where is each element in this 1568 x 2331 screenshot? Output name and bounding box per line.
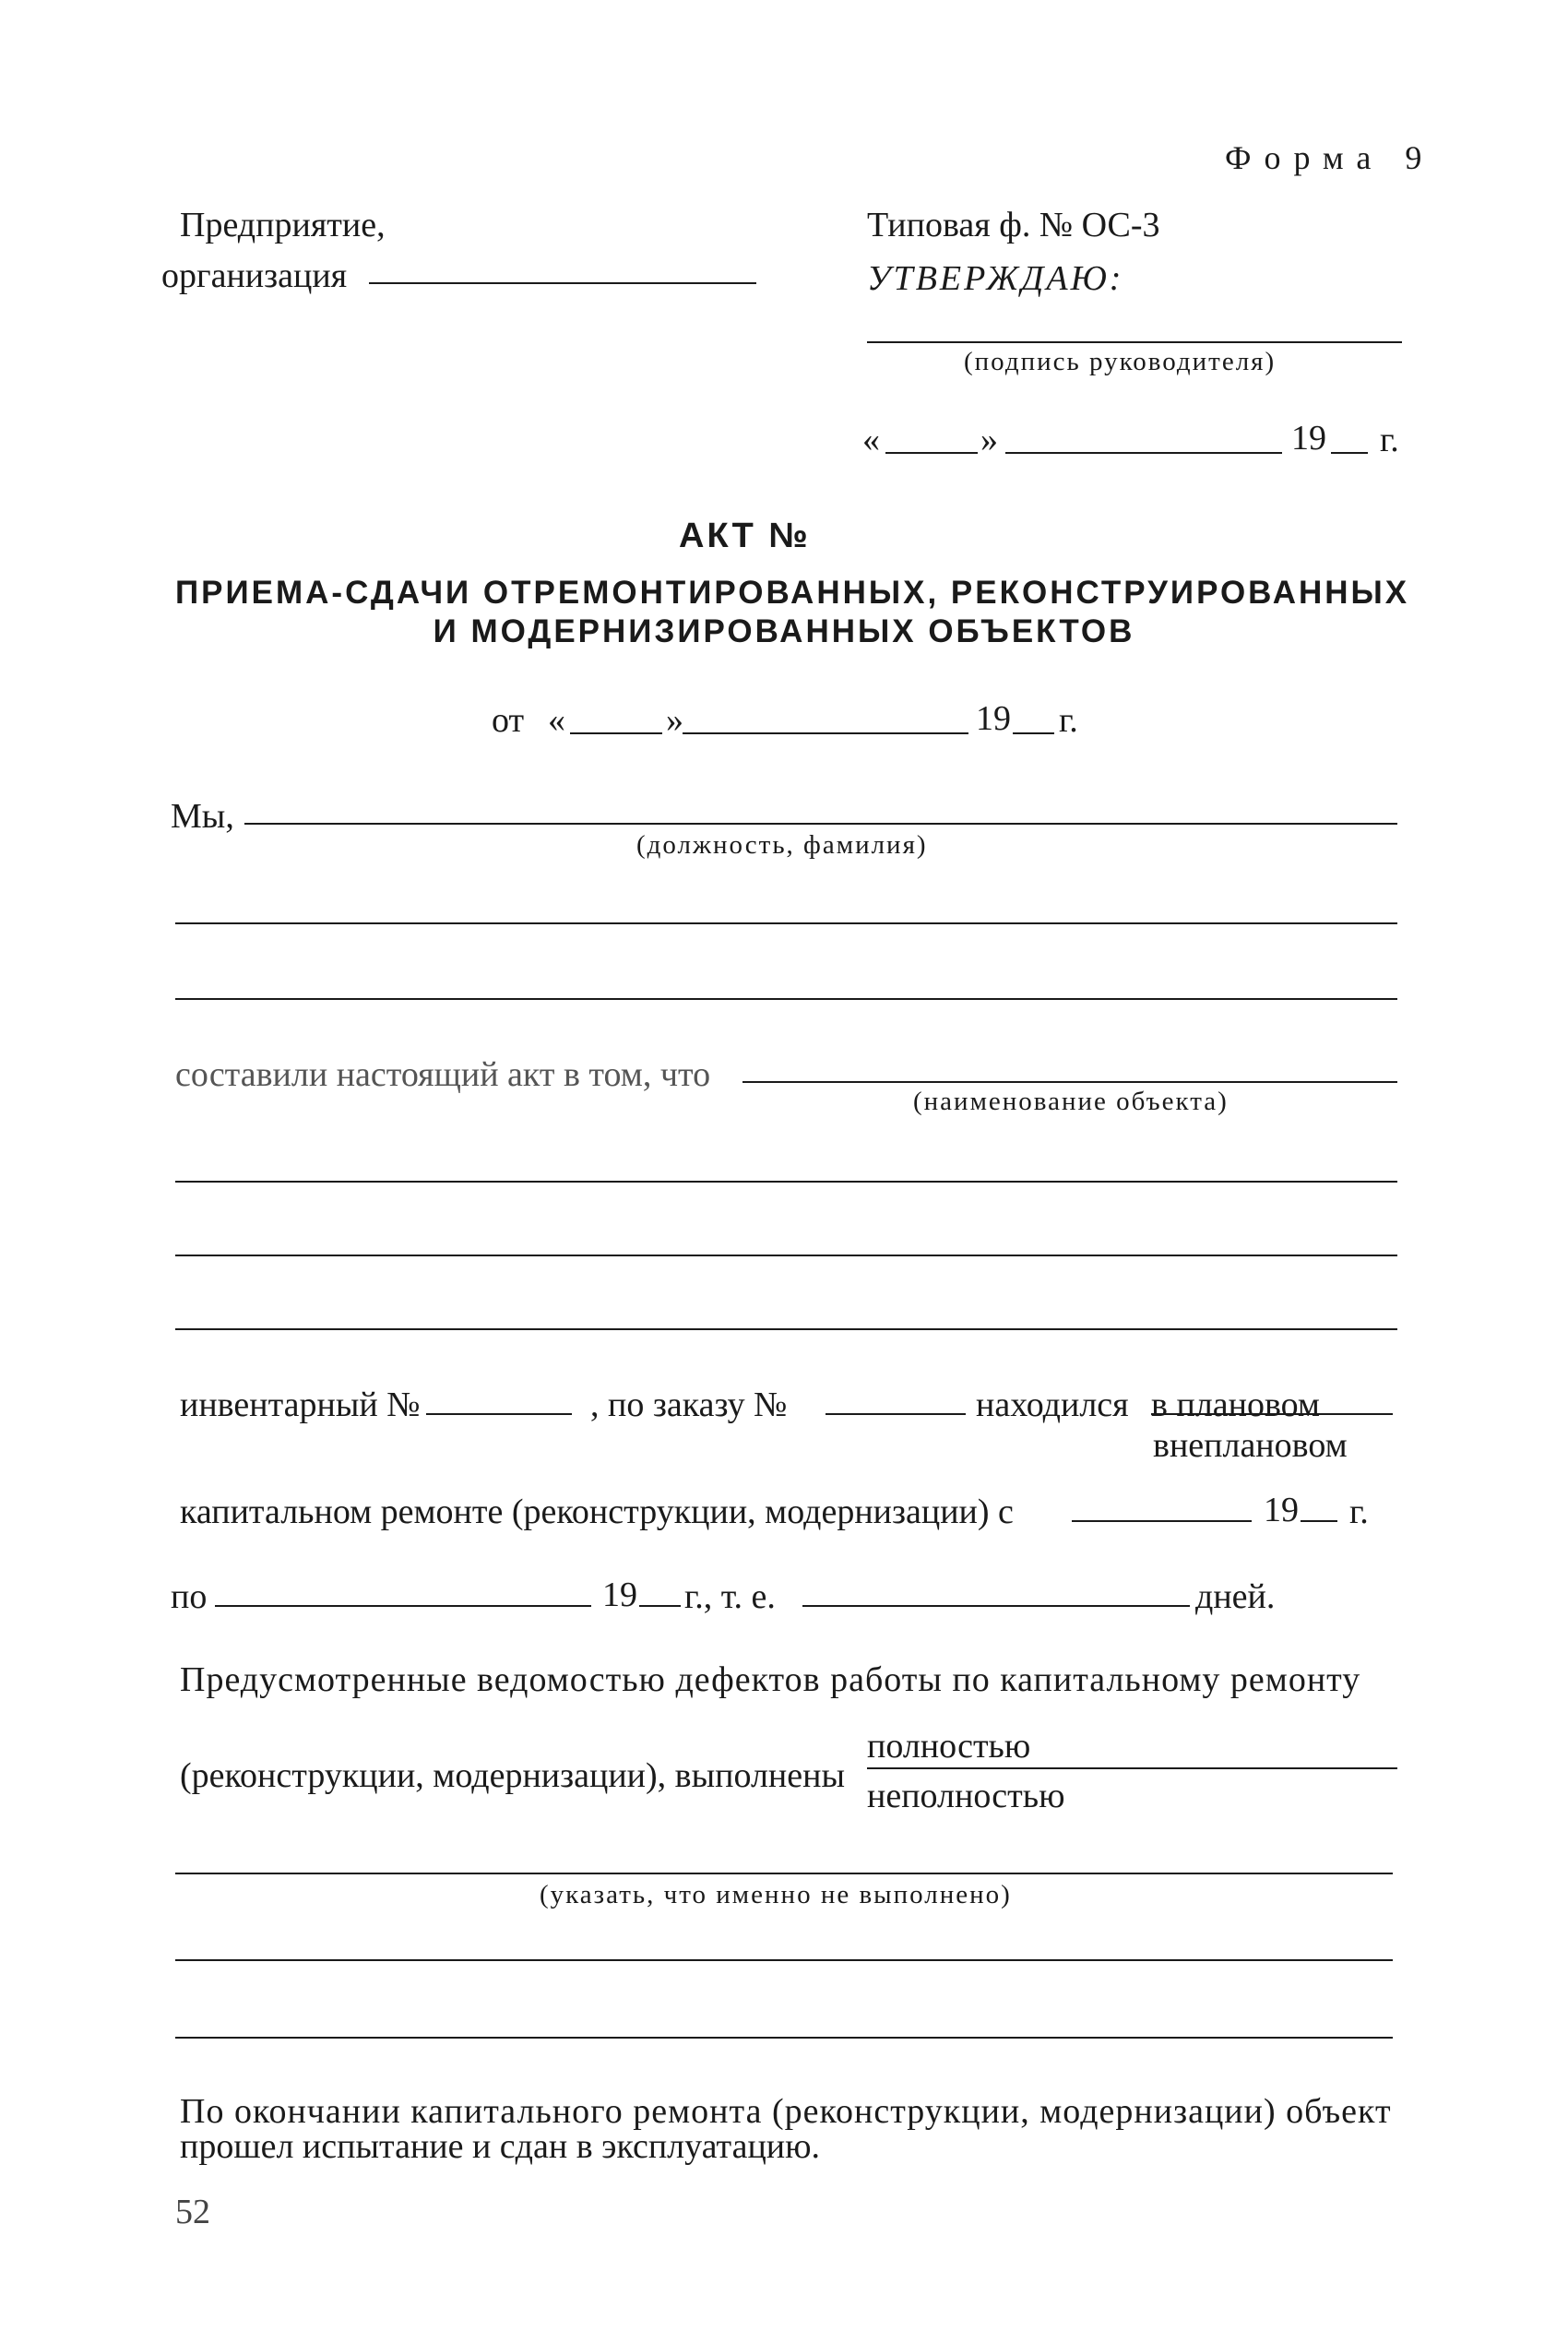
object-name-field[interactable]	[742, 1081, 1397, 1083]
page-number: 52	[175, 2193, 210, 2231]
final-line1: По окончании капитального ремонта (реконструкции, модернизации) объект	[180, 2092, 1392, 2131]
header-date-day-field[interactable]	[885, 452, 978, 454]
object-name-field-3[interactable]	[175, 1255, 1397, 1256]
header-date-close-quote: »	[980, 421, 998, 459]
inventory-label: инвентарный №	[180, 1386, 421, 1424]
members-field-2[interactable]	[175, 922, 1397, 924]
planned-option[interactable]: в плановом	[1151, 1386, 1320, 1424]
act-date-close-quote: »	[666, 701, 683, 740]
to-label: по	[171, 1577, 208, 1616]
header-date-year-prefix: 19	[1291, 419, 1326, 458]
repair-start-field[interactable]	[1072, 1520, 1252, 1522]
specify-caption: (указать, что именно не выполнено)	[540, 1880, 1012, 1909]
org-label-line2: организация	[161, 256, 348, 295]
provided-label: Предусмотренные ведомостью дефектов работы по капитальному ремонту	[180, 1660, 1361, 1699]
act-date-day-field[interactable]	[570, 732, 662, 734]
header-date-month-field[interactable]	[1005, 452, 1282, 454]
final-line2: прошел испытание и сдан в эксплуатацию.	[180, 2127, 821, 2166]
inventory-number-field[interactable]	[426, 1413, 572, 1415]
planned-divider	[1151, 1413, 1393, 1415]
we-label: Мы,	[171, 797, 234, 836]
fully-option[interactable]: полностью	[867, 1727, 1031, 1766]
act-date-open-quote: «	[548, 701, 565, 740]
act-date-year-suffix: г.	[1059, 701, 1078, 740]
org-label-line1: Предприятие,	[180, 206, 386, 244]
order-number-field[interactable]	[826, 1413, 966, 1415]
object-caption: (наименование объекта)	[913, 1087, 1229, 1116]
header-date-year-field[interactable]	[1331, 452, 1368, 454]
repair-year-suffix: г.	[1349, 1493, 1369, 1531]
days-field[interactable]	[802, 1605, 1190, 1607]
act-number-label: АКТ №	[679, 517, 811, 555]
days-label: дней.	[1195, 1577, 1276, 1616]
signature-caption: (подпись руководителя)	[964, 347, 1277, 376]
not-fully-option[interactable]: неполностью	[867, 1777, 1065, 1815]
organization-field[interactable]	[369, 282, 756, 284]
object-name-field-2[interactable]	[175, 1181, 1397, 1183]
act-date-month-field[interactable]	[683, 732, 968, 734]
to-year-field[interactable]	[639, 1605, 681, 1607]
object-name-field-4[interactable]	[175, 1328, 1397, 1330]
members-field[interactable]	[244, 823, 1397, 825]
approve-label: УТВЕРЖДАЮ:	[867, 259, 1124, 298]
repair-year-prefix: 19	[1264, 1491, 1299, 1529]
position-caption: (должность, фамилия)	[636, 830, 928, 860]
act-title	[175, 574, 1410, 651]
repair-label: капитальном ремонте (реконструкции, модернизации) с	[180, 1493, 1014, 1531]
act-title-line2: И МОДЕРНИЗИРОВАННЫХ ОБЪЕКТОВ	[433, 613, 1135, 649]
form-mark: Форма 9	[1225, 139, 1435, 176]
executed-label: (реконструкции, модернизации), выполнены	[180, 1756, 845, 1795]
act-date-from: от	[492, 701, 525, 740]
header-date-year-suffix: г.	[1380, 421, 1399, 459]
was-label: находился	[976, 1386, 1129, 1424]
composed-label: составили настоящий акт в том, что	[175, 1055, 711, 1094]
repair-end-field[interactable]	[215, 1605, 591, 1607]
not-done-field[interactable]	[175, 1873, 1393, 1874]
unplanned-option[interactable]: внеплановом	[1153, 1426, 1348, 1465]
act-date-year-prefix: 19	[976, 699, 1011, 738]
signature-field[interactable]	[867, 341, 1402, 343]
to-year-suffix: г., т. е.	[684, 1577, 776, 1616]
repair-year-field[interactable]	[1301, 1520, 1337, 1522]
fully-divider	[867, 1767, 1397, 1769]
act-title-line1: ПРИЕМА-СДАЧИ ОТРЕМОНТИРОВАННЫХ, РЕКОНСТРУИРОВАННЫХ	[175, 575, 1410, 611]
header-date-open-quote: «	[862, 421, 880, 459]
members-field-3[interactable]	[175, 998, 1397, 1000]
act-date-year-field[interactable]	[1013, 732, 1054, 734]
not-done-field-3[interactable]	[175, 2037, 1393, 2039]
order-label: , по заказу №	[590, 1386, 788, 1424]
not-done-field-2[interactable]	[175, 1959, 1393, 1961]
to-year: 19	[602, 1576, 637, 1614]
typical-form-label: Типовая ф. № ОС-3	[867, 206, 1160, 244]
